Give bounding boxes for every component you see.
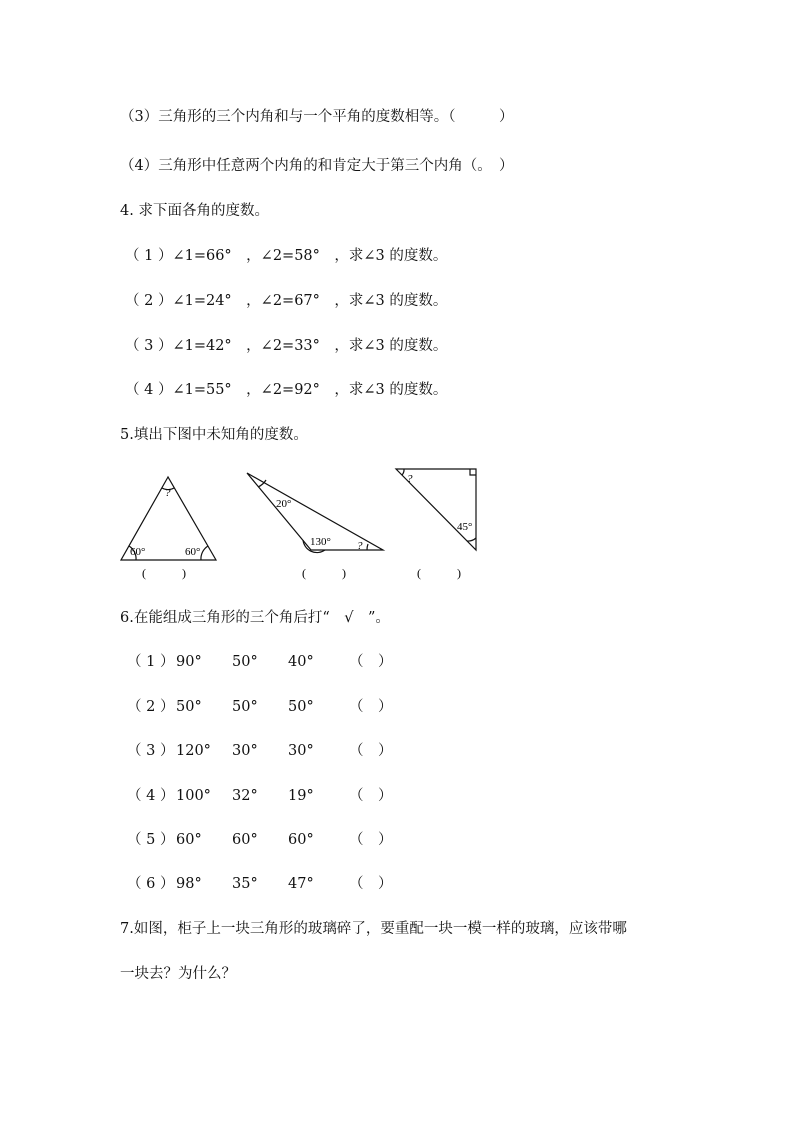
angle-b: 30° [232, 743, 258, 759]
angle-b: 50° [232, 654, 258, 670]
q7-line-2: 一块去？为什么？ [120, 966, 236, 982]
fig3-bottom-angle: 45° [457, 521, 473, 533]
angle-c: 19° [288, 788, 314, 804]
q4-item-2: （ 2 ）∠1=24° ，∠2=67° ，求∠3 的度数。 [125, 293, 448, 309]
q6-title: 6.在能组成三角形的三个角后打“ √ ”。 [120, 610, 390, 626]
fig1-answer-blank: ( ) [142, 566, 186, 580]
q4-item-4: （ 4 ）∠1=55° ，∠2=92° ，求∠3 的度数。 [125, 382, 448, 398]
fig2-left-angle: 20° [276, 498, 292, 510]
q5-figures [0, 455, 794, 595]
q4-item-1: （ 1 ）∠1=66° ，∠2=58° ，求∠3 的度数。 [125, 248, 448, 264]
angle-a: 90° [176, 654, 202, 670]
q3-item-3: （3）三角形的三个内角和与一个平角的度数相等。（ ） [120, 109, 514, 125]
answer-blank[interactable]: （ ） [349, 832, 393, 848]
fig2-right-angle: ? [357, 540, 363, 552]
angle-a: 120° [176, 743, 211, 759]
answer-blank[interactable]: （ ） [349, 743, 393, 759]
row-number: （ 2 ） [127, 699, 175, 715]
row-number: （ 5 ） [127, 832, 175, 848]
q3-item-4: （4）三角形中任意两个内角的和肯定大于第三个内角（。 ） [120, 158, 514, 174]
angle-b: 35° [232, 876, 258, 892]
fig3-answer-blank: ( ) [417, 566, 461, 580]
answer-blank[interactable]: （ ） [349, 876, 393, 892]
answer-blank[interactable]: （ ） [349, 654, 393, 670]
row-number: （ 4 ） [127, 788, 175, 804]
row-number: （ 6 ） [127, 876, 175, 892]
fig3-left-angle: ? [407, 473, 413, 485]
angle-a: 50° [176, 699, 202, 715]
row-number: （ 1 ） [127, 654, 175, 670]
q5-title: 5.填出下图中未知角的度数。 [120, 427, 308, 443]
q7-line-1: 7.如图，柜子上一块三角形的玻璃碎了，要重配一块一模一样的玻璃，应该带哪 [120, 921, 627, 937]
q4-item-3: （ 3 ）∠1=42° ，∠2=33° ，求∠3 的度数。 [125, 338, 448, 354]
fig1-right-angle: 60° [185, 546, 201, 558]
angle-c: 60° [288, 832, 314, 848]
angle-a: 98° [176, 876, 202, 892]
angle-c: 30° [288, 743, 314, 759]
fig2-middle-angle: 130° [310, 536, 331, 548]
answer-blank[interactable]: （ ） [349, 699, 393, 715]
q4-title: 4. 求下面各角的度数。 [120, 203, 269, 219]
angle-c: 50° [288, 699, 314, 715]
angle-b: 32° [232, 788, 258, 804]
fig1-left-angle: 60° [130, 546, 146, 558]
angle-a: 60° [176, 832, 202, 848]
answer-blank[interactable]: （ ） [349, 788, 393, 804]
fig2-answer-blank: ( ) [302, 566, 346, 580]
angle-a: 100° [176, 788, 211, 804]
angle-b: 60° [232, 832, 258, 848]
row-number: （ 3 ） [127, 743, 175, 759]
angle-b: 50° [232, 699, 258, 715]
angle-c: 47° [288, 876, 314, 892]
fig1-top-angle: ? [165, 487, 171, 499]
angle-c: 40° [288, 654, 314, 670]
